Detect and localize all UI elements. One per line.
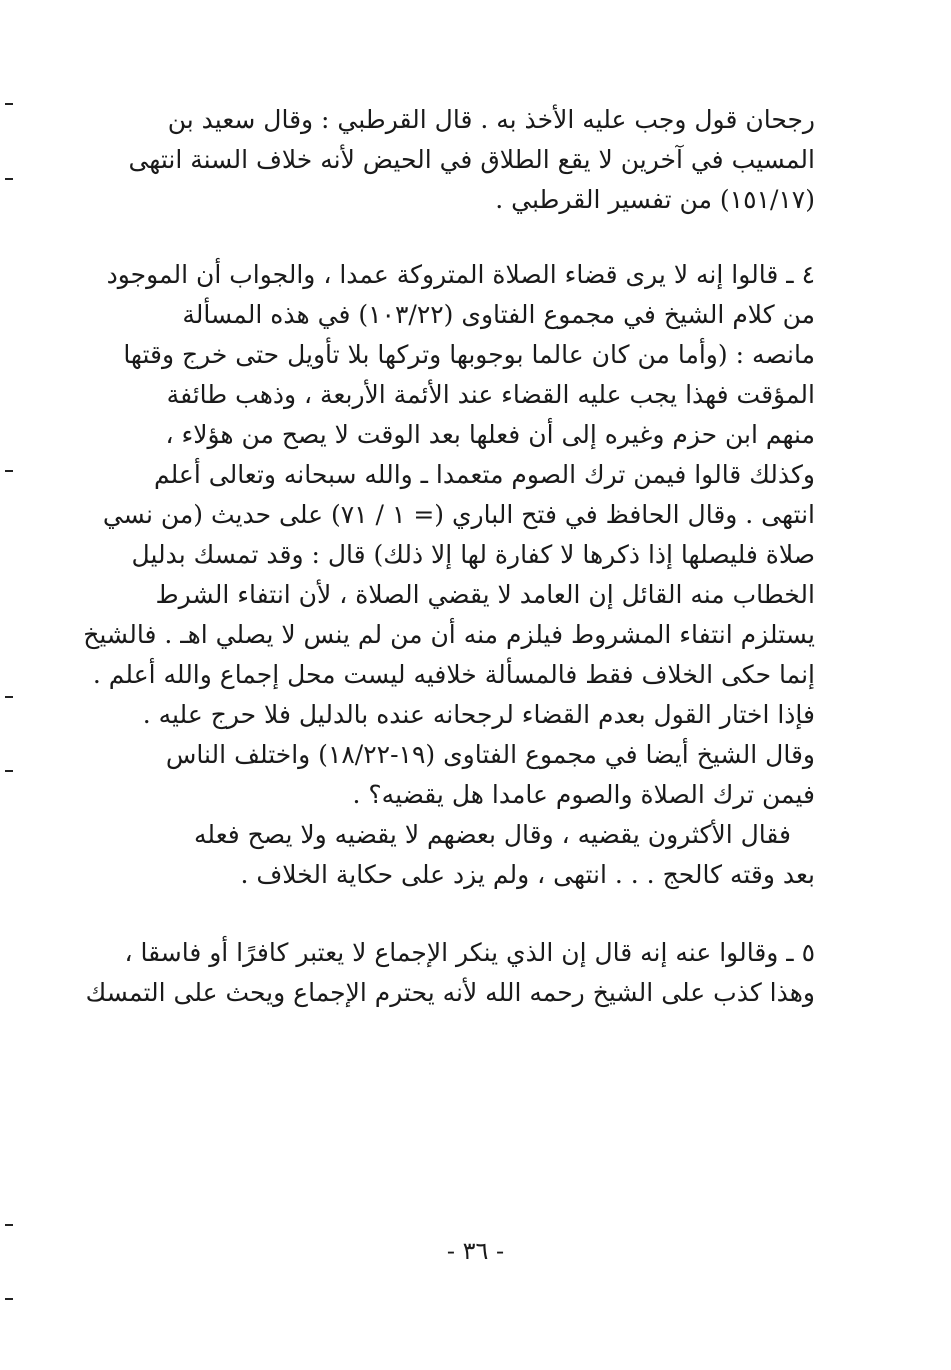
text-line: المسيب في آخرين لا يقع الطلاق في الحيض لأنه خلاف السنة انتهى — [128, 145, 815, 174]
text-line: ٥ ـ وقالوا عنه إنه قال إن الذي ينكر الإجماع لا يعتبر كافرًا أو فاسقا ، — [124, 938, 815, 967]
text-line: فيمن ترك الصلاة والصوم عامدا هل يقضيه؟ . — [352, 780, 815, 809]
margin-tick — [5, 470, 13, 472]
text-line: الخطاب منه القائل إن العامد لا يقضي الصلاة ، لأن انتفاء الشرط — [155, 580, 815, 609]
margin-tick — [5, 1298, 13, 1300]
paragraph-continuation — [128, 100, 815, 220]
paragraph-point-5 — [85, 933, 815, 1013]
text-line: من كلام الشيخ في مجموع الفتاوى (١٠٣/٢٢) في هذه المسألة — [182, 300, 815, 329]
text-line: انتهى . وقال الحافظ في فتح الباري (= ١ / ٧١) على حديث (من نسي — [102, 500, 815, 529]
text-line: مانصه : (وأما من كان عالما بوجوبها وتركها بلا تأويل حتى خرج وقتها — [123, 340, 815, 369]
text-line: فقال الأكثرون يقضيه ، وقال بعضهم لا يقضيه ولا يصح فعله — [194, 820, 791, 849]
text-line: وقال الشيخ أيضا في مجموع الفتاوى (١٩-١٨/٢٢) واختلف الناس — [165, 740, 815, 769]
text-line: منهم ابن حزم وغيره إلى أن فعلها بعد الوقت لا يصح من هؤلاء ، — [165, 420, 815, 449]
text-line: (١٥١/١٧) من تفسير القرطبي . — [495, 185, 815, 214]
text-line: وكذلك قالوا فيمن ترك الصوم متعمدا ـ والله سبحانه وتعالى أعلم — [154, 460, 815, 489]
margin-tick — [5, 770, 13, 772]
text-line: إنما حكى الخلاف فقط فالمسألة خلافيه ليست محل إجماع والله أعلم . — [92, 660, 815, 689]
text-line: فإذا اختار القول بعدم القضاء لرجحانه عنده بالدليل فلا حرج عليه . — [142, 700, 815, 729]
text-line: يستلزم انتفاء المشروط فيلزم منه أن من لم ينس لا يصلي اهـ . فالشيخ — [83, 620, 815, 649]
margin-tick — [5, 1224, 13, 1226]
margin-tick — [5, 103, 13, 105]
margin-tick — [5, 178, 13, 180]
text-line: صلاة فليصلها إذا ذكرها لا كفارة لها إلا ذلك) قال : وقد تمسك بدليل — [131, 540, 815, 569]
margin-tick — [5, 696, 13, 698]
text-line: وهذا كذب على الشيخ رحمه الله لأنه يحترم الإجماع ويحث على التمسك — [85, 978, 815, 1007]
text-line: المؤقت فهذا يجب عليه القضاء عند الأئمة الأربعة ، وذهب طائفة — [166, 380, 815, 409]
page-body — [83, 100, 815, 1013]
paragraph-point-4 — [83, 255, 815, 815]
text-line: ٤ ـ قالوا إنه لا يرى قضاء الصلاة المتروكة عمدا ، والجواب أن الموجود — [106, 260, 815, 289]
paragraph-quote — [150, 815, 815, 895]
text-line: رجحان قول وجب عليه الأخذ به . قال القرطبي : وقال سعيد بن — [167, 105, 815, 134]
text-line: بعد وقته كالحج . . . انتهى ، ولم يزد على حكاية الخلاف . — [240, 860, 815, 889]
page-number: - ٣٦ - — [446, 1237, 505, 1265]
